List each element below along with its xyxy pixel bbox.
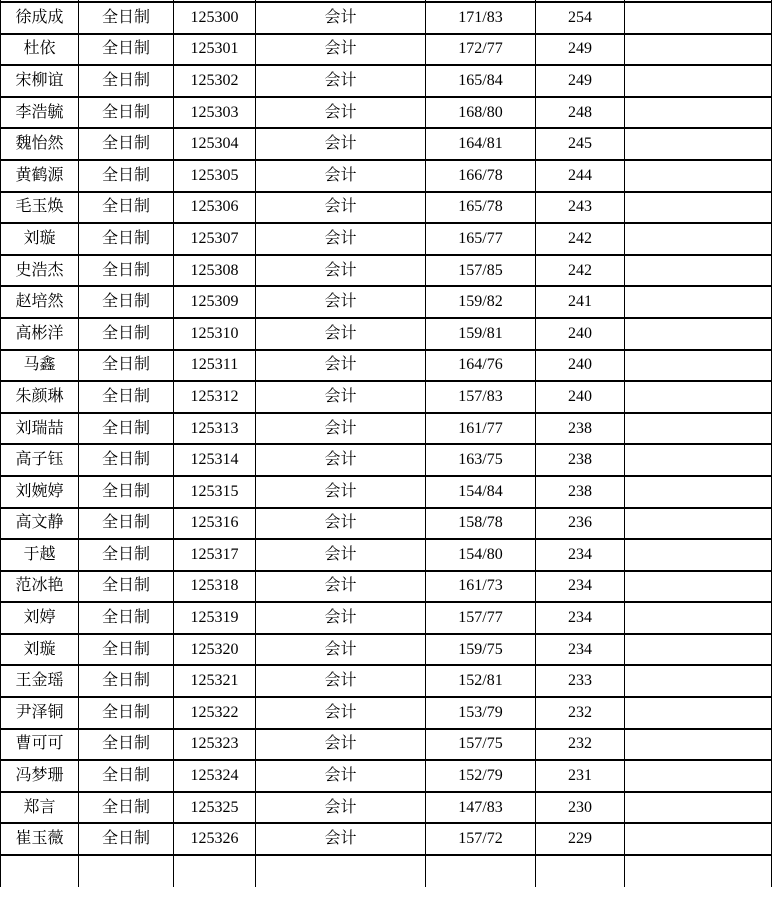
cell-candidate-no: 125315	[174, 476, 256, 508]
cell-scores: 157/83	[426, 381, 536, 413]
cell-scores: 168/80	[426, 97, 536, 129]
cell-study-mode: 全日制	[79, 634, 174, 666]
table-row	[1, 160, 772, 192]
cell-total: 238	[536, 413, 625, 445]
cell-scores: 158/78	[426, 508, 536, 540]
cell-blank	[625, 97, 772, 129]
cell-blank	[625, 160, 772, 192]
cell-study-mode: 全日制	[79, 255, 174, 287]
cell-blank	[625, 444, 772, 476]
cell-major: 会计	[256, 160, 426, 192]
cell-candidate-no: 125310	[174, 318, 256, 350]
cell-scores: 165/78	[426, 192, 536, 224]
table-row	[1, 223, 772, 255]
cell-major: 会计	[256, 97, 426, 129]
empty-cell	[79, 855, 174, 887]
cell-total: 244	[536, 160, 625, 192]
cell-blank	[625, 602, 772, 634]
cell-study-mode: 全日制	[79, 508, 174, 540]
cell-candidate-no: 125301	[174, 34, 256, 66]
table-row	[1, 792, 772, 824]
cell-candidate-no: 125305	[174, 160, 256, 192]
cell-name: 宋柳谊	[1, 65, 79, 97]
cell-scores: 164/81	[426, 128, 536, 160]
cell-scores: 165/84	[426, 65, 536, 97]
table-row	[1, 381, 772, 413]
cell-total: 248	[536, 97, 625, 129]
cell-major: 会计	[256, 508, 426, 540]
cell-scores: 171/83	[426, 2, 536, 34]
cell-total: 229	[536, 823, 625, 855]
empty-cell	[256, 855, 426, 887]
cell-total: 254	[536, 2, 625, 34]
cell-candidate-no: 125322	[174, 697, 256, 729]
cell-name: 徐成成	[1, 2, 79, 34]
table-row	[1, 413, 772, 445]
cell-total: 230	[536, 792, 625, 824]
cell-major: 会计	[256, 192, 426, 224]
cell-candidate-no: 125312	[174, 381, 256, 413]
cell-scores: 165/77	[426, 223, 536, 255]
cell-blank	[625, 729, 772, 761]
cell-candidate-no: 125325	[174, 792, 256, 824]
cell-name: 魏怡然	[1, 128, 79, 160]
cell-candidate-no: 125326	[174, 823, 256, 855]
cell-blank	[625, 381, 772, 413]
cell-total: 236	[536, 508, 625, 540]
cell-candidate-no: 125321	[174, 665, 256, 697]
table-row	[1, 192, 772, 224]
table-row	[1, 476, 772, 508]
cell-total: 234	[536, 602, 625, 634]
table-row	[1, 286, 772, 318]
cell-study-mode: 全日制	[79, 476, 174, 508]
table-row	[1, 128, 772, 160]
cell-study-mode: 全日制	[79, 65, 174, 97]
cell-total: 242	[536, 255, 625, 287]
cell-total: 231	[536, 760, 625, 792]
cell-major: 会计	[256, 65, 426, 97]
cell-candidate-no: 125308	[174, 255, 256, 287]
cell-study-mode: 全日制	[79, 160, 174, 192]
cell-candidate-no: 125307	[174, 223, 256, 255]
cell-blank	[625, 350, 772, 382]
cell-candidate-no: 125323	[174, 729, 256, 761]
cell-total: 234	[536, 571, 625, 603]
cell-major: 会计	[256, 697, 426, 729]
cell-scores: 154/84	[426, 476, 536, 508]
cell-blank	[625, 508, 772, 540]
cell-blank	[625, 539, 772, 571]
cell-blank	[625, 65, 772, 97]
cell-study-mode: 全日制	[79, 697, 174, 729]
cell-scores: 154/80	[426, 539, 536, 571]
cell-name: 刘瑞喆	[1, 413, 79, 445]
cell-candidate-no: 125304	[174, 128, 256, 160]
cell-study-mode: 全日制	[79, 571, 174, 603]
table-row	[1, 444, 772, 476]
cell-major: 会计	[256, 602, 426, 634]
cell-study-mode: 全日制	[79, 128, 174, 160]
cell-candidate-no: 125320	[174, 634, 256, 666]
empty-cell	[1, 855, 79, 887]
cell-study-mode: 全日制	[79, 223, 174, 255]
cell-scores: 159/75	[426, 634, 536, 666]
cell-total: 241	[536, 286, 625, 318]
table-row	[1, 539, 772, 571]
cell-major: 会计	[256, 350, 426, 382]
cell-study-mode: 全日制	[79, 2, 174, 34]
cell-study-mode: 全日制	[79, 192, 174, 224]
cell-blank	[625, 318, 772, 350]
cell-scores: 152/79	[426, 760, 536, 792]
cell-total: 242	[536, 223, 625, 255]
cell-name: 朱颜琳	[1, 381, 79, 413]
cell-blank	[625, 255, 772, 287]
cell-total: 238	[536, 476, 625, 508]
cell-name: 曹可可	[1, 729, 79, 761]
cell-total: 233	[536, 665, 625, 697]
cell-name: 马鑫	[1, 350, 79, 382]
cell-major: 会计	[256, 286, 426, 318]
cell-major: 会计	[256, 634, 426, 666]
cell-major: 会计	[256, 571, 426, 603]
empty-cell	[625, 855, 772, 887]
cell-study-mode: 全日制	[79, 823, 174, 855]
cell-study-mode: 全日制	[79, 729, 174, 761]
cell-scores: 161/77	[426, 413, 536, 445]
cell-scores: 147/83	[426, 792, 536, 824]
cell-study-mode: 全日制	[79, 760, 174, 792]
table-row	[1, 350, 772, 382]
cell-name: 于越	[1, 539, 79, 571]
cell-name: 刘婉婷	[1, 476, 79, 508]
cell-name: 高子钰	[1, 444, 79, 476]
table-row	[1, 318, 772, 350]
cell-name: 史浩杰	[1, 255, 79, 287]
cell-major: 会计	[256, 223, 426, 255]
cell-name: 赵培然	[1, 286, 79, 318]
cell-blank	[625, 34, 772, 66]
cell-name: 冯梦珊	[1, 760, 79, 792]
cell-name: 高彬洋	[1, 318, 79, 350]
table-row	[1, 65, 772, 97]
cell-blank	[625, 413, 772, 445]
cell-blank	[625, 823, 772, 855]
cell-name: 毛玉焕	[1, 192, 79, 224]
cell-total: 245	[536, 128, 625, 160]
cell-name: 李浩毓	[1, 97, 79, 129]
cell-major: 会计	[256, 476, 426, 508]
cell-name: 刘婷	[1, 602, 79, 634]
cell-study-mode: 全日制	[79, 381, 174, 413]
cell-major: 会计	[256, 760, 426, 792]
empty-cell	[536, 855, 625, 887]
table-row	[1, 508, 772, 540]
table-row	[1, 634, 772, 666]
cell-blank	[625, 223, 772, 255]
empty-cell	[174, 855, 256, 887]
cell-name: 范冰艳	[1, 571, 79, 603]
cell-name: 刘璇	[1, 223, 79, 255]
cell-total: 240	[536, 350, 625, 382]
cell-candidate-no: 125300	[174, 2, 256, 34]
cell-scores: 157/75	[426, 729, 536, 761]
table-row	[1, 255, 772, 287]
cell-total: 249	[536, 65, 625, 97]
table-row	[1, 97, 772, 129]
table-row	[1, 729, 772, 761]
cell-major: 会计	[256, 729, 426, 761]
cell-blank	[625, 476, 772, 508]
cell-candidate-no: 125324	[174, 760, 256, 792]
cell-candidate-no: 125302	[174, 65, 256, 97]
cell-candidate-no: 125313	[174, 413, 256, 445]
cell-major: 会计	[256, 34, 426, 66]
table-row	[1, 697, 772, 729]
cell-study-mode: 全日制	[79, 792, 174, 824]
cell-major: 会计	[256, 381, 426, 413]
cell-study-mode: 全日制	[79, 286, 174, 318]
cell-study-mode: 全日制	[79, 97, 174, 129]
cell-major: 会计	[256, 444, 426, 476]
cell-scores: 159/82	[426, 286, 536, 318]
cell-candidate-no: 125306	[174, 192, 256, 224]
cell-major: 会计	[256, 318, 426, 350]
cell-blank	[625, 792, 772, 824]
cell-candidate-no: 125309	[174, 286, 256, 318]
cell-major: 会计	[256, 2, 426, 34]
cell-total: 232	[536, 697, 625, 729]
cell-name: 高文静	[1, 508, 79, 540]
cell-total: 232	[536, 729, 625, 761]
cell-scores: 163/75	[426, 444, 536, 476]
cell-name: 崔玉薇	[1, 823, 79, 855]
cell-blank	[625, 665, 772, 697]
cell-blank	[625, 760, 772, 792]
cell-name: 王金瑶	[1, 665, 79, 697]
cell-blank	[625, 192, 772, 224]
table-row	[1, 2, 772, 34]
cell-scores: 164/76	[426, 350, 536, 382]
cell-scores: 157/72	[426, 823, 536, 855]
cell-blank	[625, 2, 772, 34]
cell-candidate-no: 125314	[174, 444, 256, 476]
cell-study-mode: 全日制	[79, 665, 174, 697]
cell-scores: 152/81	[426, 665, 536, 697]
cell-major: 会计	[256, 413, 426, 445]
cell-candidate-no: 125316	[174, 508, 256, 540]
clipped-row-bottom	[1, 855, 772, 887]
cell-total: 249	[536, 34, 625, 66]
table-row	[1, 823, 772, 855]
cell-study-mode: 全日制	[79, 602, 174, 634]
cell-candidate-no: 125319	[174, 602, 256, 634]
cell-total: 240	[536, 318, 625, 350]
cell-scores: 166/78	[426, 160, 536, 192]
cell-candidate-no: 125311	[174, 350, 256, 382]
cell-scores: 161/73	[426, 571, 536, 603]
table-row	[1, 665, 772, 697]
cell-name: 杜依	[1, 34, 79, 66]
cell-blank	[625, 286, 772, 318]
empty-cell	[426, 855, 536, 887]
cell-major: 会计	[256, 539, 426, 571]
cell-study-mode: 全日制	[79, 350, 174, 382]
cell-total: 240	[536, 381, 625, 413]
cell-blank	[625, 128, 772, 160]
cell-major: 会计	[256, 823, 426, 855]
cell-name: 郑言	[1, 792, 79, 824]
cell-major: 会计	[256, 665, 426, 697]
table-row	[1, 602, 772, 634]
table-row	[1, 760, 772, 792]
cell-major: 会计	[256, 792, 426, 824]
cell-scores: 172/77	[426, 34, 536, 66]
cell-total: 243	[536, 192, 625, 224]
cell-blank	[625, 634, 772, 666]
cell-scores: 153/79	[426, 697, 536, 729]
cell-total: 234	[536, 634, 625, 666]
cell-candidate-no: 125317	[174, 539, 256, 571]
cell-study-mode: 全日制	[79, 413, 174, 445]
cell-scores: 159/81	[426, 318, 536, 350]
cell-blank	[625, 571, 772, 603]
cell-total: 234	[536, 539, 625, 571]
cell-major: 会计	[256, 128, 426, 160]
cell-total: 238	[536, 444, 625, 476]
cell-blank	[625, 697, 772, 729]
cell-scores: 157/85	[426, 255, 536, 287]
cell-name: 尹泽铜	[1, 697, 79, 729]
table-row	[1, 571, 772, 603]
table-row	[1, 34, 772, 66]
cell-study-mode: 全日制	[79, 539, 174, 571]
cell-major: 会计	[256, 255, 426, 287]
cell-study-mode: 全日制	[79, 34, 174, 66]
cell-study-mode: 全日制	[79, 318, 174, 350]
cell-scores: 157/77	[426, 602, 536, 634]
cell-candidate-no: 125318	[174, 571, 256, 603]
cell-name: 黄鹤源	[1, 160, 79, 192]
cell-name: 刘璇	[1, 634, 79, 666]
cell-candidate-no: 125303	[174, 97, 256, 129]
cell-study-mode: 全日制	[79, 444, 174, 476]
